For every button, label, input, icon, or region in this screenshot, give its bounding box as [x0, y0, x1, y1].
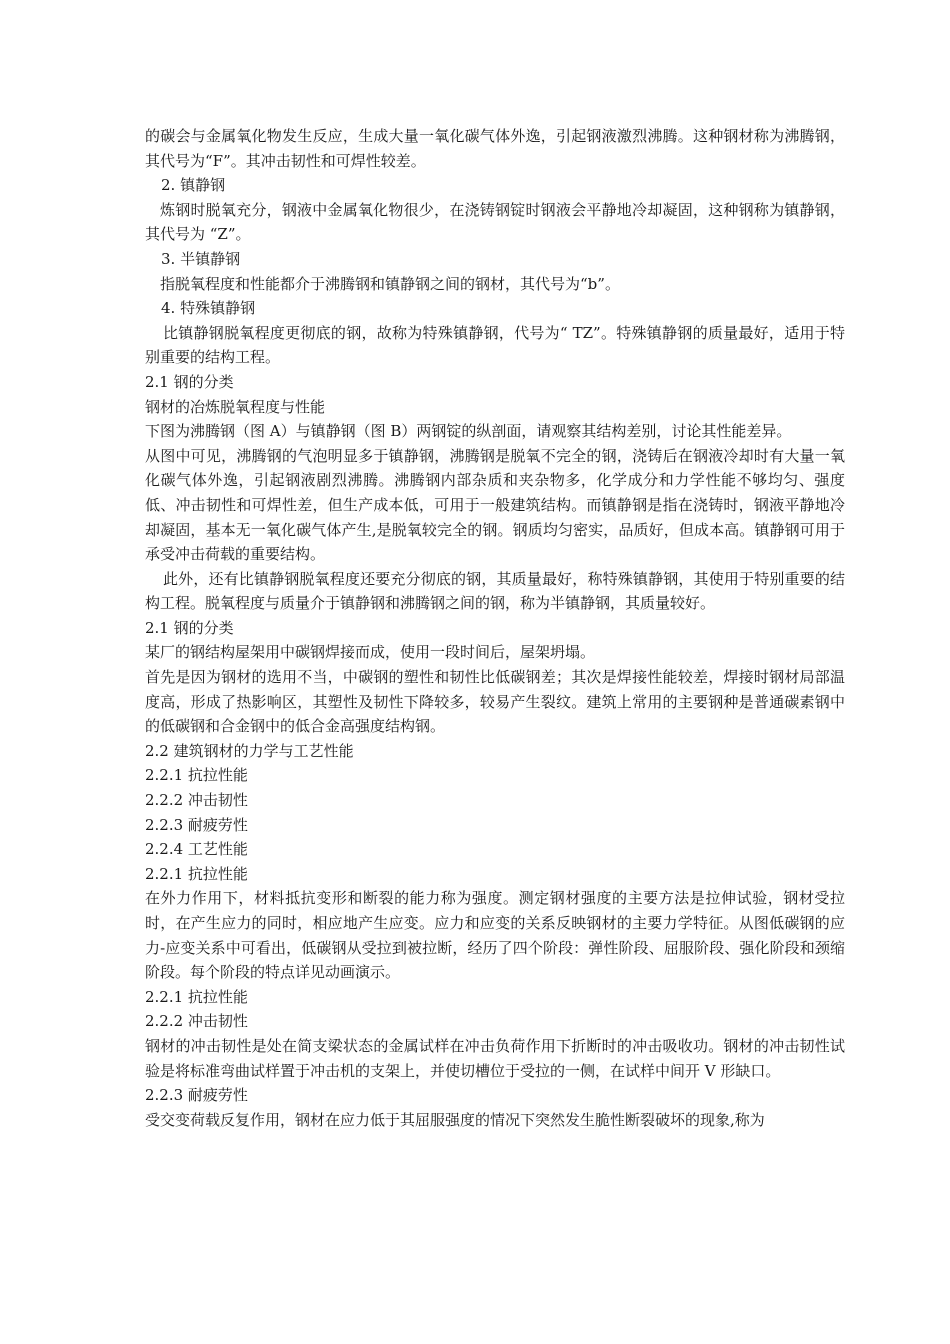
- document-body: [145, 124, 845, 1132]
- paragraph: 比镇静钢脱氧程度更彻底的钢，故称为特殊镇静钢，代号为“ TZ”。特殊镇静钢的质量最好，适用于特别重要的结构工程。: [145, 323, 845, 367]
- paragraph: 2.1 钢的分类: [145, 372, 234, 391]
- paragraph: 2.2.4 工艺性能: [145, 840, 248, 859]
- paragraph: 2.2.2 冲击韧性: [145, 791, 248, 810]
- paragraph: 从图中可见，沸腾钢的气泡明显多于镇静钢，沸腾钢是脱氧不完全的钢，浇铸后在钢液冷却时有大量一氧化碳气体外逸，引起钢液剧烈沸腾。沸腾钢内部杂质和夹杂物多，化学成分和力学性能不够均匀、强度低、冲击韧性和可焊性差，但生产成本低，可用于一般建筑结构。而镇静钢是指在浇铸时，钢液平静地冷却凝固，基本无一氧化碳气体产生,是脱氧较完全的钢。钢质均匀密实，品质好，但成本高。镇静钢可用于承受冲击荷载的重要结构。: [145, 446, 845, 564]
- paragraph: 的碳会与金属氧化物发生反应，生成大量一氧化碳气体外逸，引起钢液激烈沸腾。这种钢材称为沸腾钢，其代号为“F”。其冲击韧性和可焊性较差。: [145, 127, 845, 170]
- paragraph: 首先是因为钢材的选用不当，中碳钢的塑性和韧性比低碳钢差；其次是焊接性能较差，焊接时钢材局部温度高，形成了热影响区，其塑性及韧性下降较多，较易产生裂纹。建筑上常用的主要钢种是普通碳素钢中的低碳钢和合金钢中的低合金高强度结构钢。: [145, 668, 845, 736]
- paragraph: 4. 特殊镇静钢: [161, 299, 256, 318]
- paragraph: 2. 镇静钢: [161, 176, 226, 195]
- paragraph: 在外力作用下，材料抵抗变形和断裂的能力称为强度。测定钢材强度的主要方法是拉伸试验，钢材受拉时，在产生应力的同时，相应地产生应变。应力和应变的关系反映钢材的主要力学特征。从图低碳钢的应力-应变关系中可看出，低碳钢从受拉到被拉断，经历了四个阶段：弹性阶段、屈服阶段、强化阶段和颈缩阶段。每个阶段的特点详见动画演示。: [145, 889, 845, 982]
- paragraph: 2.2.3 耐疲劳性: [145, 1086, 248, 1105]
- paragraph: 炼钢时脱氧充分，钢液中金属氧化物很少，在浇铸钢锭时钢液会平静地冷却凝固，这种钢称为镇静钢，其代号为 “Z”。: [145, 200, 845, 244]
- paragraph: 钢材的冲击韧性是处在简支梁状态的金属试样在冲击负荷作用下折断时的冲击吸收功。钢材的冲击韧性试验是将标准弯曲试样置于冲击机的支架上，并使切槽位于受拉的一侧，在试样中间开 V 形缺口。: [145, 1036, 845, 1080]
- paragraph: 此外，还有比镇静钢脱氧程度还要充分彻底的钢，其质量最好，称特殊镇静钢，其使用于特别重要的结构工程。脱氧程度与质量介于镇静钢和沸腾钢之间的钢，称为半镇静钢，其质量较好。: [145, 569, 845, 613]
- paragraph: 3. 半镇静钢: [161, 249, 241, 268]
- paragraph: 2.2.1 抗拉性能: [145, 766, 248, 785]
- paragraph: 2.2.1 抗拉性能: [145, 864, 248, 883]
- paragraph: 2.1 钢的分类: [145, 618, 234, 637]
- paragraph: 2.2.1 抗拉性能: [145, 987, 248, 1006]
- paragraph: 2.2.3 耐疲劳性: [145, 815, 248, 834]
- paragraph: 2.2.2 冲击韧性: [145, 1012, 248, 1031]
- paragraph: 某厂的钢结构屋架用中碳钢焊接而成，使用一段时间后，屋架坍塌。: [145, 643, 596, 662]
- paragraph: 2.2 建筑钢材的力学与工艺性能: [145, 741, 354, 760]
- paragraph: 指脱氧程度和性能都介于沸腾钢和镇静钢之间的钢材，其代号为“b”。: [160, 274, 620, 293]
- paragraph: 下图为沸腾钢（图 A）与镇静钢（图 B）两钢锭的纵剖面，请观察其结构差别，讨论其性能差异。: [145, 422, 792, 441]
- paragraph: 受交变荷载反复作用，钢材在应力低于其屈服强度的情况下突然发生脆性断裂破坏的现象,称为: [145, 1110, 765, 1129]
- paragraph: 钢材的冶炼脱氧程度与性能: [145, 397, 326, 416]
